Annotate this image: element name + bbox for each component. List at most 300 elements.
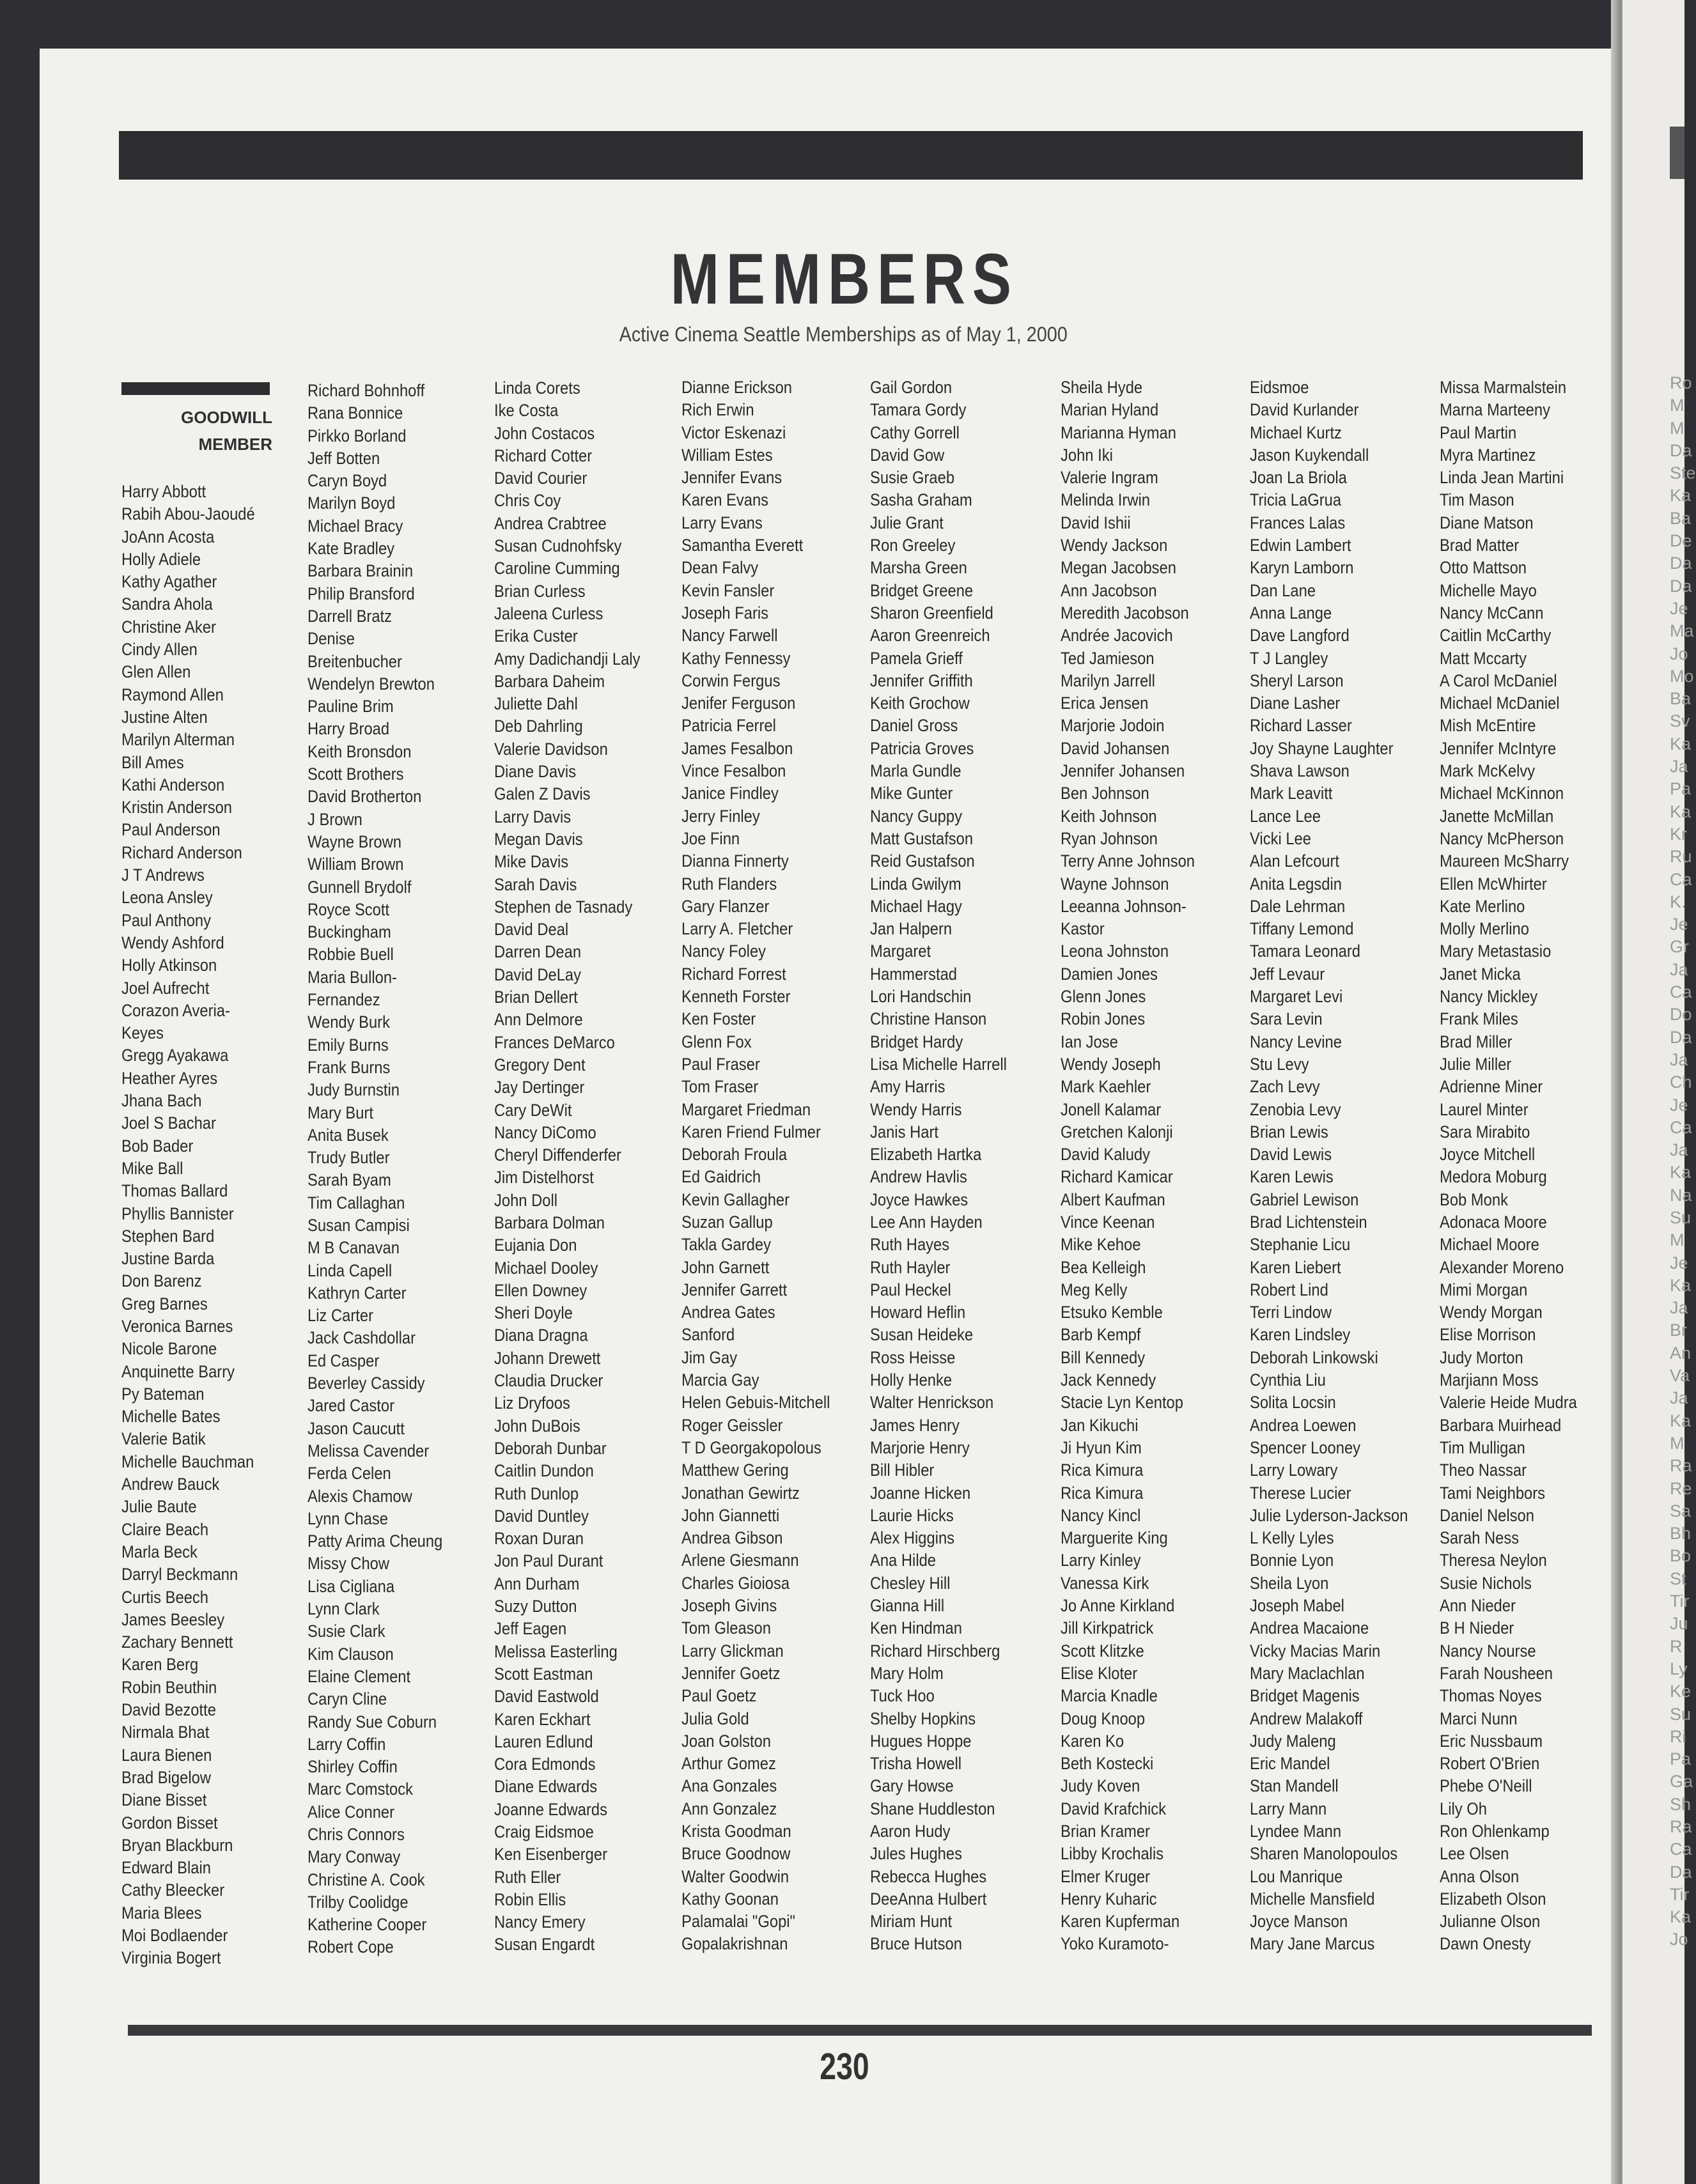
member-name: Mish McEntire (1440, 716, 1536, 736)
member-name: Harry Broad (307, 719, 390, 739)
member-name: Denise (307, 629, 355, 649)
member-name: DeeAnna Hulbert (870, 1889, 987, 1909)
member-name: Alice Conner (307, 1802, 395, 1822)
member-name: Raymond Allen (121, 685, 224, 704)
member-name: Michael McKinnon (1440, 784, 1564, 803)
member-name: David Johansen (1061, 738, 1170, 758)
member-name: Brad Miller (1440, 1032, 1513, 1051)
member-name: Pauline Brim (307, 697, 394, 716)
member-name: Ann Jacobson (1061, 580, 1157, 600)
member-name: Jenifer Ferguson (681, 693, 796, 713)
member-name: Alexander Moreno (1440, 1257, 1564, 1277)
member-name: Valerie Ingram (1061, 468, 1158, 488)
member-name: Ryan Johnson (1061, 828, 1158, 848)
member-name: Sara Levin (1250, 1009, 1323, 1029)
member-name: Jhana Bach (121, 1091, 202, 1111)
member-name: Paul Anderson (121, 820, 221, 840)
fragment-text: R (1670, 1636, 1683, 1656)
member-name: Dave Langford (1250, 626, 1350, 646)
member-name: Jim Gay (681, 1347, 738, 1367)
member-name: Jason Kuykendall (1250, 445, 1369, 465)
fragment-text: Ka (1670, 1907, 1692, 1927)
member-name: Joseph Mabel (1250, 1596, 1344, 1616)
member-name: Zenobia Levy (1250, 1099, 1341, 1119)
member-name: Nancy Foley (681, 941, 766, 961)
member-name: John DuBois (494, 1416, 580, 1436)
member-name: Bill Ames (121, 752, 184, 772)
member-name: Nancy Levine (1250, 1032, 1342, 1051)
member-name: Melinda Irwin (1061, 490, 1150, 510)
member-name: Jeff Botten (307, 448, 380, 468)
member-name: Kevin Gallagher (681, 1189, 790, 1209)
member-name: Tricia LaGrua (1250, 490, 1342, 510)
member-name: Diane Edwards (494, 1777, 598, 1797)
member-name: Anita Legsdin (1250, 874, 1342, 894)
member-name: Linda Jean Martini (1440, 468, 1564, 488)
member-name: Chris Connors (307, 1825, 405, 1844)
member-name: Albert Kaufman (1061, 1189, 1165, 1209)
member-name: Maria Blees (121, 1903, 202, 1923)
member-name: Bill Kennedy (1061, 1347, 1146, 1367)
member-name: Jon Paul Durant (494, 1551, 603, 1571)
member-name: William Brown (307, 855, 404, 874)
fragment-text: Tir (1670, 1592, 1690, 1611)
member-name: M B Canavan (307, 1238, 400, 1258)
member-name: Royce Scott (307, 899, 390, 919)
member-name: Rebecca Hughes (870, 1866, 987, 1886)
member-name: Brian Lewis (1250, 1122, 1328, 1142)
member-name: Deborah Froula (681, 1145, 788, 1165)
member-name: Doug Knoop (1061, 1708, 1146, 1728)
member-name: Marian Hyland (1061, 400, 1159, 420)
member-name: Lauren Edlund (494, 1731, 593, 1751)
member-name: Paul Heckel (870, 1280, 951, 1299)
member-name: Craig Eidsmoe (494, 1822, 594, 1841)
fragment-text: M (1670, 1433, 1684, 1453)
member-name: Stephen Bard (121, 1226, 215, 1246)
member-name: Michelle Bates (121, 1407, 221, 1427)
next-page-header-bar (1670, 127, 1684, 179)
member-name: Michael Moore (1440, 1235, 1539, 1255)
fragment-text: Sv (1670, 711, 1690, 731)
member-name: Janice Findley (681, 784, 779, 803)
fragment-text: Ka (1670, 734, 1692, 754)
member-name: Frances DeMarco (494, 1032, 615, 1052)
member-name: Daniel Gross (870, 716, 958, 736)
fragment-text: St (1670, 1568, 1686, 1588)
member-name: Paul Goetz (681, 1686, 757, 1706)
member-name: Nancy Nourse (1440, 1641, 1536, 1661)
member-name: Jennifer Garrett (681, 1280, 788, 1299)
member-name: Darrell Bratz (307, 606, 393, 626)
member-name: Jonell Kalamar (1061, 1099, 1162, 1119)
member-name: Amy Dadichandji Laly (494, 649, 641, 669)
member-name: Nancy Farwell (681, 626, 778, 646)
member-name: David Bezotte (121, 1700, 216, 1720)
fragment-text: Ca (1670, 1839, 1692, 1859)
member-name: Bill Hibler (870, 1460, 935, 1480)
member-name: Gregg Ayakawa (121, 1046, 229, 1065)
member-name: Jack Kennedy (1061, 1370, 1156, 1390)
member-column-5 (870, 376, 1054, 1956)
member-name: Liz Carter (307, 1306, 373, 1326)
member-name: Robin Ellis (494, 1889, 566, 1909)
member-name: John Garnett (681, 1257, 770, 1277)
member-name: James Beesley (121, 1609, 225, 1629)
member-name: David Kurlander (1250, 400, 1359, 420)
member-name: Vince Fesalbon (681, 761, 786, 781)
member-name: Keith Johnson (1061, 806, 1157, 826)
fragment-text: Ro (1670, 373, 1692, 392)
member-name: JoAnn Acosta (121, 527, 215, 546)
fragment-text: Ka (1670, 802, 1692, 821)
member-name: Lee Ann Hayden (870, 1212, 983, 1232)
member-name: Karen Eckhart (494, 1709, 591, 1729)
member-name: Alex Higgins (870, 1528, 955, 1548)
member-name: Diane Lasher (1250, 693, 1341, 713)
member-name: Gretchen Kalonji (1061, 1122, 1173, 1142)
member-name: Nancy Guppy (870, 806, 962, 826)
member-name: Karen Kupferman (1061, 1912, 1180, 1932)
member-name: Joyce Mitchell (1440, 1145, 1536, 1165)
member-name: Kastor (1061, 919, 1105, 939)
header-rule (119, 131, 1583, 180)
member-name: Victor Eskenazi (681, 422, 786, 442)
member-name: Ian Jose (1061, 1032, 1118, 1051)
member-name: Marci Nunn (1440, 1708, 1518, 1728)
member-name: Ron Greeley (870, 536, 956, 555)
section-bar (121, 382, 270, 395)
member-name: Anita Busek (307, 1125, 389, 1145)
member-name: Karen Berg (121, 1655, 199, 1675)
member-name: Bruce Goodnow (681, 1844, 791, 1864)
fragment-text: Sa (1670, 1501, 1692, 1521)
member-name: Nancy McPherson (1440, 828, 1564, 848)
member-name: Robin Jones (1061, 1009, 1146, 1029)
member-name: Marla Gundle (870, 761, 961, 781)
member-name: Lisa Cigliana (307, 1576, 395, 1596)
member-name: Barbara Brainin (307, 561, 414, 581)
fragment-text: K. (1670, 892, 1686, 911)
member-name: Ruth Eller (494, 1867, 561, 1887)
member-name: David Krafchick (1061, 1799, 1167, 1818)
member-name: Kathy Goonan (681, 1889, 779, 1909)
member-name: Mary Conway (307, 1847, 401, 1867)
fragment-text: Ste (1670, 463, 1696, 483)
member-name: Henry Kuharic (1061, 1889, 1157, 1909)
member-name: Gunnell Brydolf (307, 877, 412, 897)
member-name: Suzan Gallup (681, 1212, 773, 1232)
member-name: Nancy Mickley (1440, 987, 1538, 1007)
fragment-text: Ka (1670, 1275, 1692, 1295)
member-name: Tim Mason (1440, 490, 1514, 510)
member-name: T J Langley (1250, 648, 1328, 668)
page-title: MEMBERS (670, 239, 1018, 319)
member-name: Wendy Morgan (1440, 1303, 1543, 1322)
member-name: Wendy Harris (870, 1099, 962, 1119)
fragment-text: Ke (1670, 1682, 1692, 1701)
member-name: Vanessa Kirk (1061, 1573, 1149, 1593)
member-name: Julie Grant (870, 513, 944, 532)
fragment-text: Na (1670, 1185, 1692, 1205)
member-name: Dianna Finnerty (681, 851, 789, 871)
member-name: Deb Dahrling (494, 716, 583, 736)
member-name: Bonnie Lyon (1250, 1551, 1334, 1570)
member-name: Matthew Gering (681, 1460, 789, 1480)
member-name: David Kaludy (1061, 1145, 1151, 1165)
member-name: Linda Corets (494, 378, 580, 398)
fragment-text: Jo (1670, 1930, 1688, 1949)
member-name: Justine Barda (121, 1249, 215, 1269)
member-name: Cathy Gorrell (870, 422, 960, 442)
member-name: Pirkko Borland (307, 426, 407, 445)
fragment-text: Bo (1670, 1546, 1692, 1566)
member-name: Julie Miller (1440, 1054, 1512, 1074)
member-name: Caitlin Dundon (494, 1461, 594, 1481)
member-name: Brian Kramer (1061, 1822, 1150, 1841)
member-name: Caitlin McCarthy (1440, 626, 1552, 646)
member-name: Karyn Lamborn (1250, 558, 1354, 578)
member-name: Alexis Chamow (307, 1486, 412, 1506)
member-name: Sarah Ness (1440, 1528, 1520, 1548)
member-column-8 (1440, 376, 1624, 1956)
member-name: Joanne Edwards (494, 1799, 608, 1819)
member-name: Tami Neighbors (1440, 1483, 1546, 1503)
member-name: Cheryl Diffenderfer (494, 1145, 621, 1165)
member-name: Aaron Hudy (870, 1822, 951, 1841)
member-name: Jason Caucutt (307, 1418, 405, 1438)
member-name: Janis Hart (870, 1122, 938, 1142)
member-name: Jennifer McIntyre (1440, 738, 1557, 758)
member-name: Randy Sue Coburn (307, 1712, 437, 1731)
member-name: Janet Micka (1440, 964, 1521, 984)
member-name: Ana Gonzales (681, 1776, 777, 1796)
member-name: Missy Chow (307, 1554, 390, 1574)
fragment-text: Br (1670, 1320, 1687, 1340)
member-name: John Iki (1061, 445, 1113, 465)
member-name: Gordon Bisset (121, 1813, 218, 1832)
member-name: Jack Cashdollar (307, 1328, 416, 1348)
member-name: Diane Matson (1440, 513, 1534, 532)
member-name: John Giannetti (681, 1505, 780, 1525)
member-name: Thomas Noyes (1440, 1686, 1542, 1706)
member-name: Jan Kikuchi (1061, 1415, 1139, 1435)
member-name: Aaron Greenreich (870, 626, 990, 646)
member-name: Wendy Burk (307, 1012, 390, 1032)
member-name: Chris Coy (494, 491, 561, 511)
member-name: Galen Z Davis (494, 784, 591, 804)
member-name: Mary Holm (870, 1663, 944, 1683)
member-name: Andrew Malakoff (1250, 1708, 1363, 1728)
fragment-text: M (1670, 396, 1684, 415)
member-name: Adonaca Moore (1440, 1212, 1547, 1232)
member-name: Scott Brothers (307, 764, 404, 784)
member-name: Gary Howse (870, 1776, 954, 1796)
member-name: Larry Mann (1250, 1799, 1327, 1818)
member-name: Trilby Coolidge (307, 1892, 408, 1912)
member-name: Larry Coffin (307, 1734, 386, 1754)
member-name: Glenn Jones (1061, 987, 1146, 1007)
member-name: Diane Davis (494, 762, 577, 782)
member-name: Laurel Minter (1440, 1099, 1529, 1119)
member-name: Meredith Jacobson (1061, 603, 1189, 623)
member-name: Roxan Duran (494, 1529, 584, 1549)
fragment-text: Ja (1670, 1298, 1688, 1318)
member-name: Jennifer Johansen (1061, 761, 1185, 781)
member-name: Andrée Jacovich (1061, 626, 1173, 646)
member-name: Megan Davis (494, 829, 583, 849)
member-name: Sheila Hyde (1061, 378, 1143, 397)
member-name: Sasha Graham (870, 490, 972, 510)
member-name: Vicki Lee (1250, 828, 1311, 848)
member-name: Ruth Hayler (870, 1257, 951, 1277)
member-name: Wendy Joseph (1061, 1054, 1161, 1074)
member-name: Kathy Fennessy (681, 648, 791, 668)
member-name: Stephanie Licu (1250, 1235, 1351, 1255)
member-name: Margaret Friedman (681, 1099, 811, 1119)
member-name: Robert Lind (1250, 1280, 1328, 1299)
member-name: Sarah Byam (307, 1170, 391, 1190)
member-name: Jim Distelhorst (494, 1168, 594, 1188)
member-name: Melissa Cavender (307, 1441, 430, 1460)
member-name: Shava Lawson (1250, 761, 1350, 781)
member-name: Corazon Averia- (121, 1000, 230, 1020)
member-name: Andrew Havlis (870, 1167, 967, 1187)
member-name: Margaret (870, 941, 931, 961)
member-name: Patty Arima Cheung (307, 1531, 443, 1551)
member-name: Paul Anthony (121, 910, 212, 930)
member-name: Tim Mulligan (1440, 1437, 1525, 1457)
fragment-text: M (1670, 418, 1684, 438)
member-name: Takla Gardey (681, 1235, 771, 1255)
member-name: Larry Davis (494, 807, 572, 826)
member-name: Judy Burnstin (307, 1080, 400, 1100)
member-name: Richard Lasser (1250, 716, 1352, 736)
member-name: Susan Campisi (307, 1215, 410, 1235)
member-name: Holly Henke (870, 1370, 953, 1390)
member-name: Richard Bohnhoff (307, 381, 425, 400)
member-name: Joy Shayne Laughter (1250, 738, 1394, 758)
member-name: Spencer Looney (1250, 1437, 1361, 1457)
fragment-text: Ba (1670, 689, 1692, 709)
member-name: Beth Kostecki (1061, 1754, 1154, 1774)
member-name: Kathy Agather (121, 572, 217, 592)
member-name: Therese Lucier (1250, 1483, 1351, 1503)
member-name: Nancy Emery (494, 1912, 586, 1932)
member-name: David Lewis (1250, 1145, 1332, 1165)
member-name: Sheila Lyon (1250, 1573, 1329, 1593)
member-name: Arthur Gomez (681, 1754, 776, 1774)
fragment-text: Da (1670, 1027, 1692, 1047)
member-name: Sanford (681, 1325, 735, 1345)
member-name: Laurie Hicks (870, 1505, 954, 1525)
member-name: Joan Golston (681, 1731, 772, 1751)
member-name: Lynn Chase (307, 1508, 388, 1528)
member-name: Ken Hindman (870, 1618, 962, 1638)
member-name: Holly Atkinson (121, 956, 217, 975)
member-name: Jeff Eagen (494, 1619, 567, 1639)
member-name: Diane Bisset (121, 1790, 207, 1810)
member-name: Kathryn Carter (307, 1283, 407, 1303)
member-name: Stu Levy (1250, 1054, 1309, 1074)
fragment-text: Da (1670, 554, 1692, 573)
member-name: Tuck Hoo (870, 1686, 935, 1706)
fragment-text: Ca (1670, 869, 1692, 889)
member-name: Tim Callaghan (307, 1193, 405, 1212)
member-name: Rich Erwin (681, 400, 754, 420)
member-name: Holly Adiele (121, 549, 201, 569)
member-name: David DeLay (494, 964, 582, 984)
member-name: Andrea Gibson (681, 1528, 783, 1548)
member-name: Corwin Fergus (681, 670, 781, 690)
member-name: Suzy Dutton (494, 1597, 577, 1616)
member-name: Jan Halpern (870, 919, 953, 939)
member-name: Pamela Grieff (870, 648, 963, 668)
member-name: Karen Lindsley (1250, 1325, 1351, 1345)
member-name: Rabih Abou-Jaoudé (121, 504, 255, 524)
member-name: Marc Comstock (307, 1779, 414, 1799)
member-name: Leeanna Johnson- (1061, 896, 1186, 916)
member-name: Caroline Cumming (494, 559, 620, 578)
member-name: Cary DeWit (494, 1100, 572, 1120)
member-name: Bridget Hardy (870, 1032, 963, 1051)
fragment-text: Pa (1670, 779, 1692, 799)
member-name: Bryan Blackburn (121, 1835, 233, 1855)
fragment-text: Ca (1670, 982, 1692, 1002)
member-column-7 (1250, 376, 1434, 1956)
member-name: Nirmala Bhat (121, 1723, 210, 1742)
member-name: David Duntley (494, 1506, 589, 1526)
fragment-text: Tir (1670, 1884, 1690, 1904)
member-name: Joanne Hicken (870, 1483, 971, 1503)
member-name: Stacie Lyn Kentop (1061, 1393, 1183, 1413)
member-name: Ben Johnson (1061, 784, 1149, 803)
member-name: Gabriel Lewison (1250, 1189, 1359, 1209)
member-name: Marjorie Henry (870, 1437, 970, 1457)
member-name: Ellen Downey (494, 1280, 587, 1300)
fragment-text: Ja (1670, 959, 1688, 979)
member-name: Marguerite King (1061, 1528, 1168, 1548)
member-name: Ann Gonzalez (681, 1799, 777, 1818)
member-name: Karen Lewis (1250, 1167, 1334, 1187)
member-name: A Carol McDaniel (1440, 670, 1557, 690)
member-column-1 (121, 481, 306, 1970)
fragment-text: Gr (1670, 937, 1689, 957)
fragment-text: Pa (1670, 1749, 1692, 1769)
member-name: Nicole Barone (121, 1339, 217, 1359)
member-name: Bridget Magenis (1250, 1686, 1360, 1706)
fragment-text: Re (1670, 1478, 1692, 1498)
member-name: Larry A. Fletcher (681, 919, 793, 939)
member-name: Amy Harris (870, 1077, 945, 1097)
member-name: Jared Castor (307, 1396, 395, 1416)
page-subtitle: Active Cinema Seattle Memberships as of May 1, 2000 (619, 323, 1068, 346)
member-name: Ruth Hayes (870, 1235, 950, 1255)
member-name: Marilyn Boyd (307, 493, 396, 513)
member-name: Curtis Beech (121, 1587, 209, 1607)
member-name: Nancy McCann (1440, 603, 1544, 623)
member-name: David Gow (870, 445, 945, 465)
member-name: Ken Foster (681, 1009, 756, 1029)
member-name: Juliette Dahl (494, 694, 578, 714)
fragment-text: Je (1670, 1253, 1688, 1273)
fragment-text: Je (1670, 598, 1688, 618)
member-name: Hammerstad (870, 964, 958, 984)
fragment-text: Ri (1670, 1726, 1686, 1746)
member-name: Theresa Neylon (1440, 1551, 1547, 1570)
member-name: Sharon Greenfield (870, 603, 993, 623)
member-name: Helen Gebuis-Mitchell (681, 1393, 830, 1413)
